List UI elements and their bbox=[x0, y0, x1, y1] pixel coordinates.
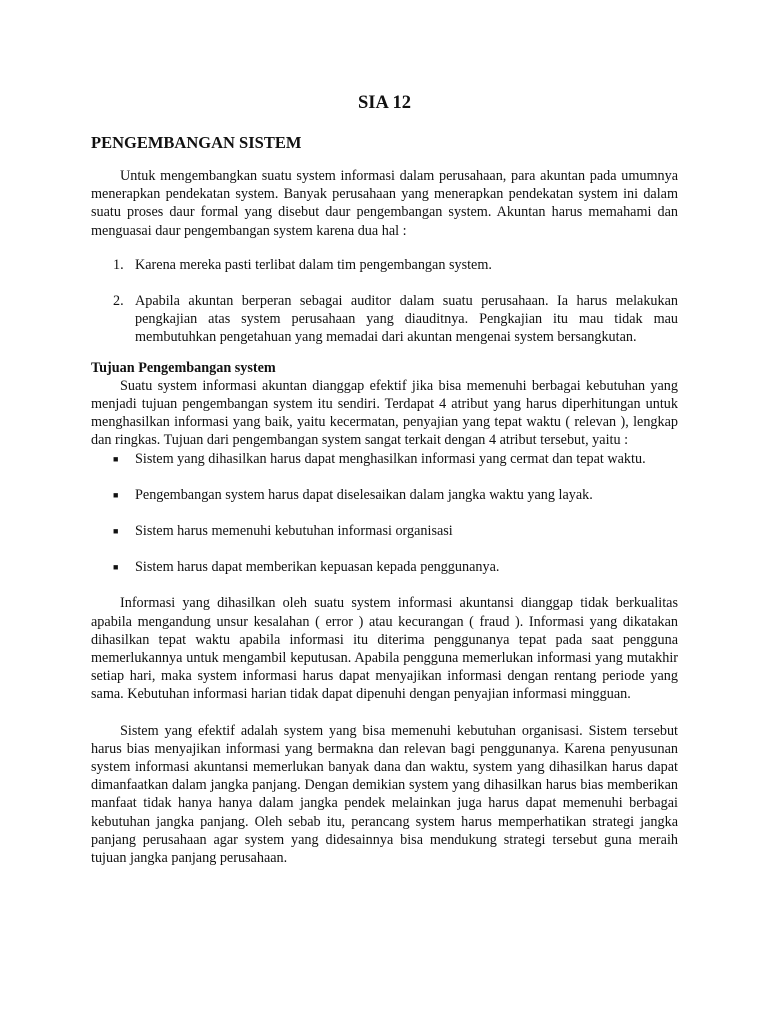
list-number: 2. bbox=[113, 293, 124, 310]
square-bullet-icon: ■ bbox=[113, 453, 119, 464]
list-item-text: Apabila akuntan berperan sebagai auditor dalam suatu perusahaan. Ia harus melakukan pengkajian atas system perusahaan yang diauditnya. Pengkajian itu mau tidak mau membutuhkan pengetahuan yang memadai dari akuntan mengenai system bersangkutan. bbox=[135, 293, 678, 346]
numbered-list bbox=[91, 256, 678, 347]
list-item-text: Karena mereka pasti terlibat dalam tim pengembangan system. bbox=[135, 256, 492, 273]
list-item bbox=[91, 292, 678, 347]
square-bullet-icon: ■ bbox=[113, 489, 119, 500]
section-heading: PENGEMBANGAN SISTEM bbox=[91, 133, 302, 152]
list-item bbox=[91, 522, 678, 540]
goals-paragraph: Suatu system informasi akuntan dianggap efektif jika bisa memenuhi berbagai kebutuhan yang menjadi tujuan pengembangan system itu sendiri. Terdapat 4 atribut yang harus diperhitungan untuk menghasilkan informasi yang baik, yaitu kecermatan, penyajian yang tepat waktu ( relevan ), lengkap dan ringkas. Tujuan dari pengembangan system sangat terkait dengan 4 atribut tersebut, yaitu : bbox=[91, 377, 678, 449]
list-item-text: Sistem harus memenuhi kebutuhan informasi organisasi bbox=[135, 523, 453, 540]
document-page bbox=[91, 92, 678, 867]
list-item-text: Pengembangan system harus dapat diselesaikan dalam jangka waktu yang layak. bbox=[135, 486, 593, 503]
list-number: 1. bbox=[113, 256, 124, 273]
sub-heading: Tujuan Pengembangan system bbox=[91, 359, 276, 376]
list-item-text: Sistem harus dapat memberikan kepuasan kepada penggunanya. bbox=[135, 559, 500, 576]
square-bullet-icon: ■ bbox=[113, 562, 119, 573]
list-item bbox=[91, 558, 678, 576]
document-title: SIA 12 bbox=[358, 93, 411, 113]
list-item-text: Sistem yang dihasilkan harus dapat menghasilkan informasi yang cermat dan tepat waktu. bbox=[135, 450, 646, 467]
bullet-list bbox=[91, 450, 678, 577]
effective-system-paragraph: Sistem yang efektif adalah system yang bisa memenuhi kebutuhan organisasi. Sistem tersebut harus bias menyajikan informasi yang bermakna dan relevan bagi penggunanya. Karena penyusunan system informasi akuntansi memerlukan banyak dana dan waktu, system yang dihasilkan harus dapat dimanfaatkan dalam jangka panjang. Dengan demikian system yang dihasilkan harus bias memberikan manfaat tidak hanya hanya dalam jangka pendek melainkan juga harus dapat memenuhi berbagai kebutuhan jangka panjang. Oleh sebab itu, perancang system harus memperhatikan strategi jangka panjang perusahaan agar system yang didesainnya bisa mendukung strategi tersebut guna meraih tujuan jangka panjang perusahaan. bbox=[91, 722, 678, 867]
square-bullet-icon: ■ bbox=[113, 526, 119, 537]
information-quality-paragraph: Informasi yang dihasilkan oleh suatu system informasi akuntansi dianggap tidak berkualitas apabila mengandung unsur kesalahan ( error ) atau kecurangan ( fraud ). Informasi yang dikatakan dihasilkan tepat waktu apabila informasi itu diterima penggunanya tepat pada saat pengguna memerlukannya untuk mengambil keputusan. Apabila pengguna memerlukan informasi yang mutakhir setiap hari, maka system informasi harus dapat menyajikan informasi dengan rentang periode yang sama. Kebutuhan informasi harian tidak dapat dipenuhi dengan penyajian informasi mingguan. bbox=[91, 595, 678, 703]
list-item bbox=[91, 256, 678, 274]
list-item bbox=[91, 486, 678, 504]
list-item bbox=[91, 450, 678, 468]
intro-paragraph: Untuk mengembangkan suatu system informasi dalam perusahaan, para akuntan pada umumnya menerapkan pendekatan system. Banyak perusahaan yang menerapkan pendekatan system ini dalam suatu proses daur formal yang disebut daur pengembangan system. Akuntan harus memahami dan menguasai daur pengembangan system karena dua hal : bbox=[91, 168, 678, 239]
